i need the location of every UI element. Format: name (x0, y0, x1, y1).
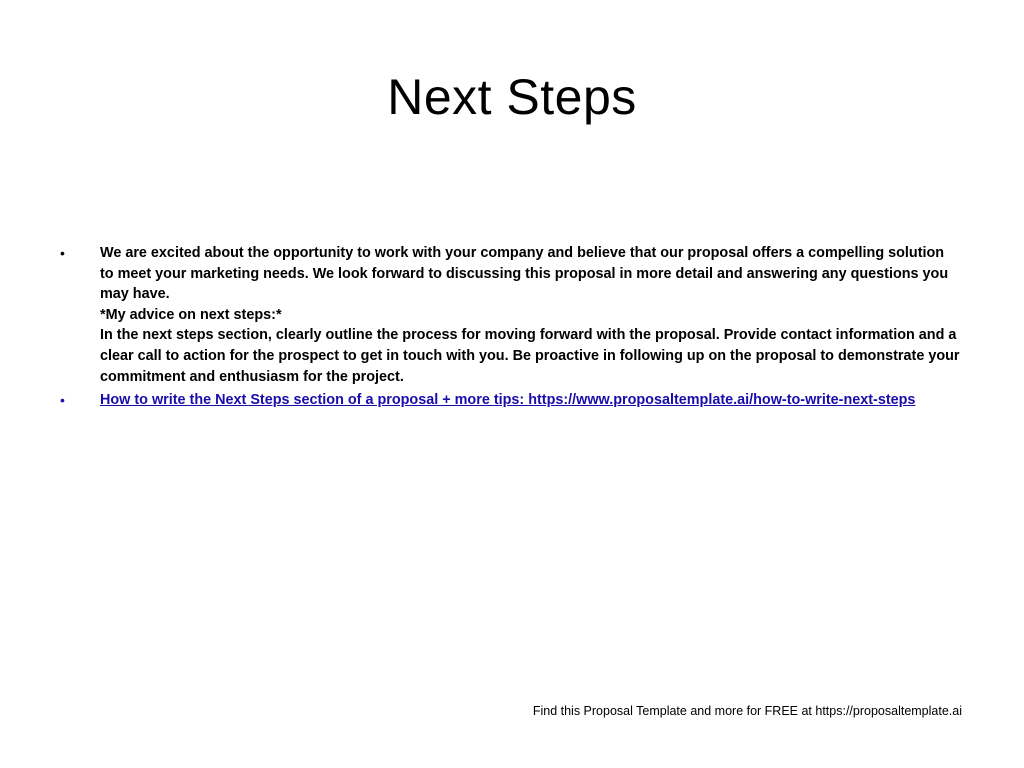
bullet-icon: • (60, 245, 65, 261)
tips-link[interactable]: How to write the Next Steps section of a proposal + more tips: https://www.proposaltemplate.ai/how-to-write-next-steps (100, 392, 916, 409)
intro-paragraph: We are excited about the opportunity to work with your company and believe that our proposal offers a compelling solution to meet your marketing needs. We look forward to discussing this proposal in more detail and answering any questions you may have. (100, 245, 949, 303)
list-item-link (60, 390, 960, 411)
advice-paragraph: In the next steps section, clearly outline the process for moving forward with the proposal. Provide contact information and a clear call to action for the prospect to get in touch with you. Be proactive in following up on the proposal to demonstrate your commitment and enthusiasm for the project. (100, 327, 960, 385)
list-item-intro (60, 243, 960, 387)
bullet-list (60, 243, 960, 414)
advice-heading: *My advice on next steps:* (100, 306, 282, 323)
footer-note: Find this Proposal Template and more for FREE at https://proposaltemplate.ai (532, 704, 962, 718)
slide-title: Next Steps (387, 69, 637, 125)
bullet-icon: • (60, 392, 65, 409)
